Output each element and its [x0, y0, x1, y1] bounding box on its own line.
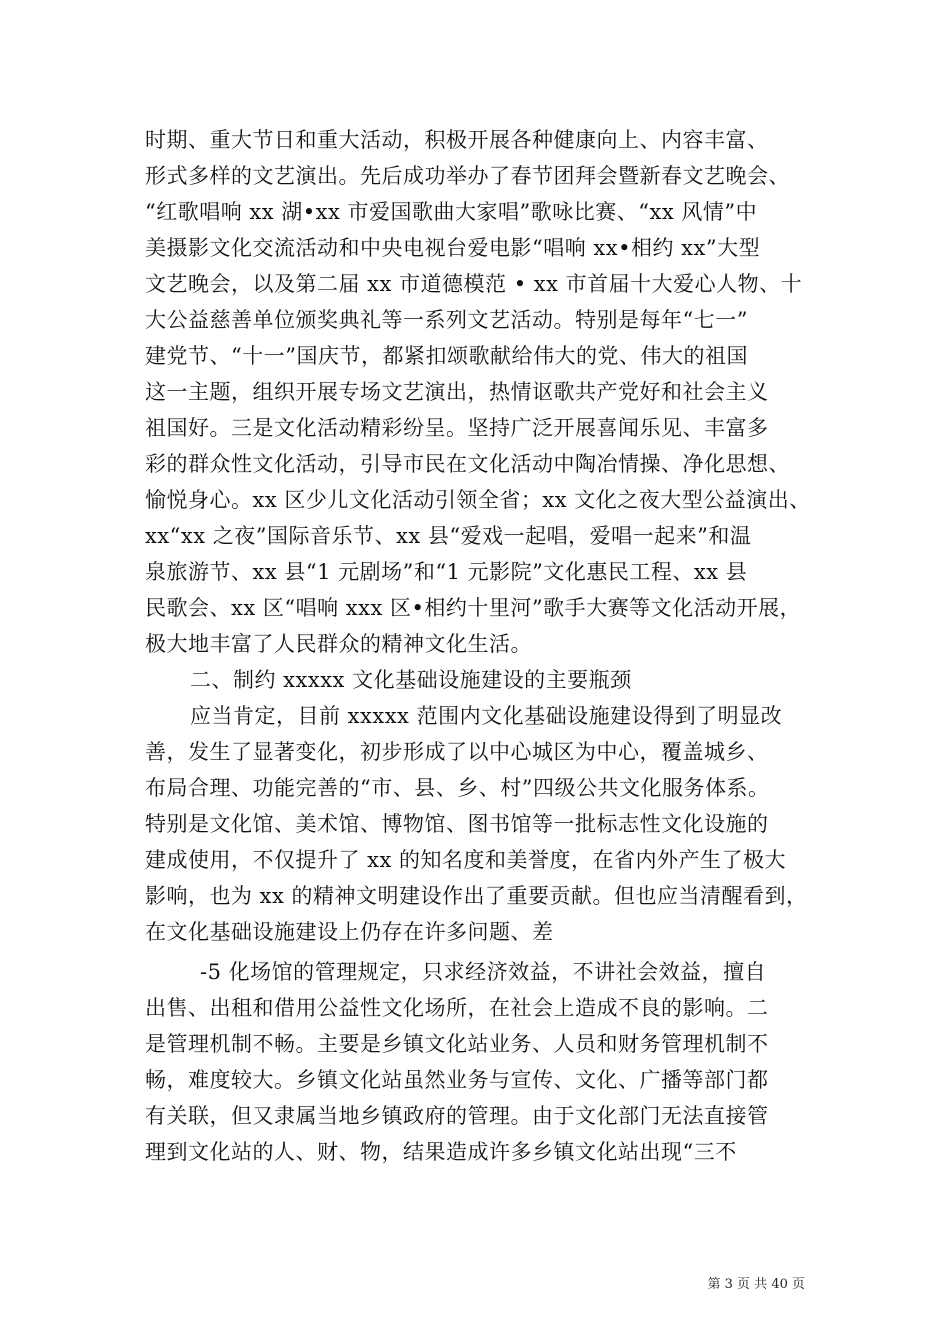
text-line: 建党节、“十一”国庆节，都紧扣颂歌献给伟大的党、伟大的祖国 — [145, 344, 748, 368]
text-line: 影响，也为 xx 的精神文明建设作出了重要贡献。但也应当清醒看到， — [145, 884, 808, 908]
text-line: 这一主题，组织开展专场文艺演出，热情讴歌共产党好和社会主义 — [145, 380, 769, 404]
text-line: 形式多样的文艺演出。先后成功举办了春节团拜会暨新春文艺晚会、 — [145, 164, 790, 188]
text-line: 泉旅游节、xx 县“1 元剧场”和“1 元影院”文化惠民工程、xx 县 — [145, 560, 748, 584]
text-line: 应当肯定，目前 xxxxx 范围内文化基础设施建设得到了明显改 — [190, 704, 783, 728]
text-line: xx“xx 之夜”国际音乐节、xx 县“爱戏一起唱，爱唱一起来”和温 — [145, 524, 752, 548]
text-line: 祖国好。三是文化活动精彩纷呈。坚持广泛开展喜闻乐见、丰富多 — [145, 416, 769, 440]
text-line: 是管理机制不畅。主要是乡镇文化站业务、人员和财务管理机制不 — [145, 1032, 769, 1056]
text-line: 有关联，但又隶属当地乡镇政府的管理。由于文化部门无法直接管 — [145, 1104, 769, 1128]
text-line: 建成使用，不仅提升了 xx 的知名度和美誉度，在省内外产生了极大 — [145, 848, 787, 872]
text-line: 愉悦身心。xx 区少儿文化活动引领全省；xx 文化之夜大型公益演出、 — [145, 488, 811, 512]
text-line: 出售、出租和借用公益性文化场所，在社会上造成不良的影响。二 — [145, 996, 769, 1020]
text-line: 极大地丰富了人民群众的精神文化生活。 — [145, 632, 532, 656]
text-line: 善，发生了显著变化，初步形成了以中心城区为中心，覆盖城乡、 — [145, 740, 769, 764]
text-line: 美摄影文化交流活动和中央电视台爱电影“唱响 xx•相约 xx”大型 — [145, 236, 761, 260]
text-line: 畅，难度较大。乡镇文化站虽然业务与宣传、文化、广播等部门都 — [145, 1068, 769, 1092]
text-line: 布局合理、功能完善的“市、县、乡、村”四级公共文化服务体系。 — [145, 776, 770, 800]
text-line: “红歌唱响 xx 湖•xx 市爱国歌曲大家唱”歌咏比赛、“xx 风情”中 — [145, 200, 758, 224]
text-line: 民歌会、xx 区“唱响 xxx 区•相约十里河”歌手大赛等文化活动开展， — [145, 596, 802, 620]
text-line: 彩的群众性文化活动，引导市民在文化活动中陶冶情操、净化思想、 — [145, 452, 790, 476]
text-line: 文艺晚会，以及第二届 xx 市道德模范 • xx 市首届十大爱心人物、十 — [145, 272, 803, 296]
section-heading: 二、制约 xxxxx 文化基础设施建设的主要瓶颈 — [190, 668, 632, 692]
text-line: 在文化基础设施建设上仍存在许多问题、差 — [145, 920, 554, 944]
text-line: 大公益慈善单位颁奖典礼等一系列文艺活动。特别是每年“七一” — [145, 308, 748, 332]
text-line: 特别是文化馆、美术馆、博物馆、图书馆等一批标志性文化设施的 — [145, 812, 769, 836]
text-line: -5 化场馆的管理规定，只求经济效益，不讲社会效益，擅自 — [200, 960, 767, 984]
page-number: 第 3 页 共 40 页 — [707, 1277, 805, 1292]
text-line: 理到文化站的人、财、物，结果造成许多乡镇文化站出现“三不 — [145, 1140, 737, 1164]
text-line: 时期、重大节日和重大活动，积极开展各种健康向上、内容丰富、 — [145, 128, 769, 152]
